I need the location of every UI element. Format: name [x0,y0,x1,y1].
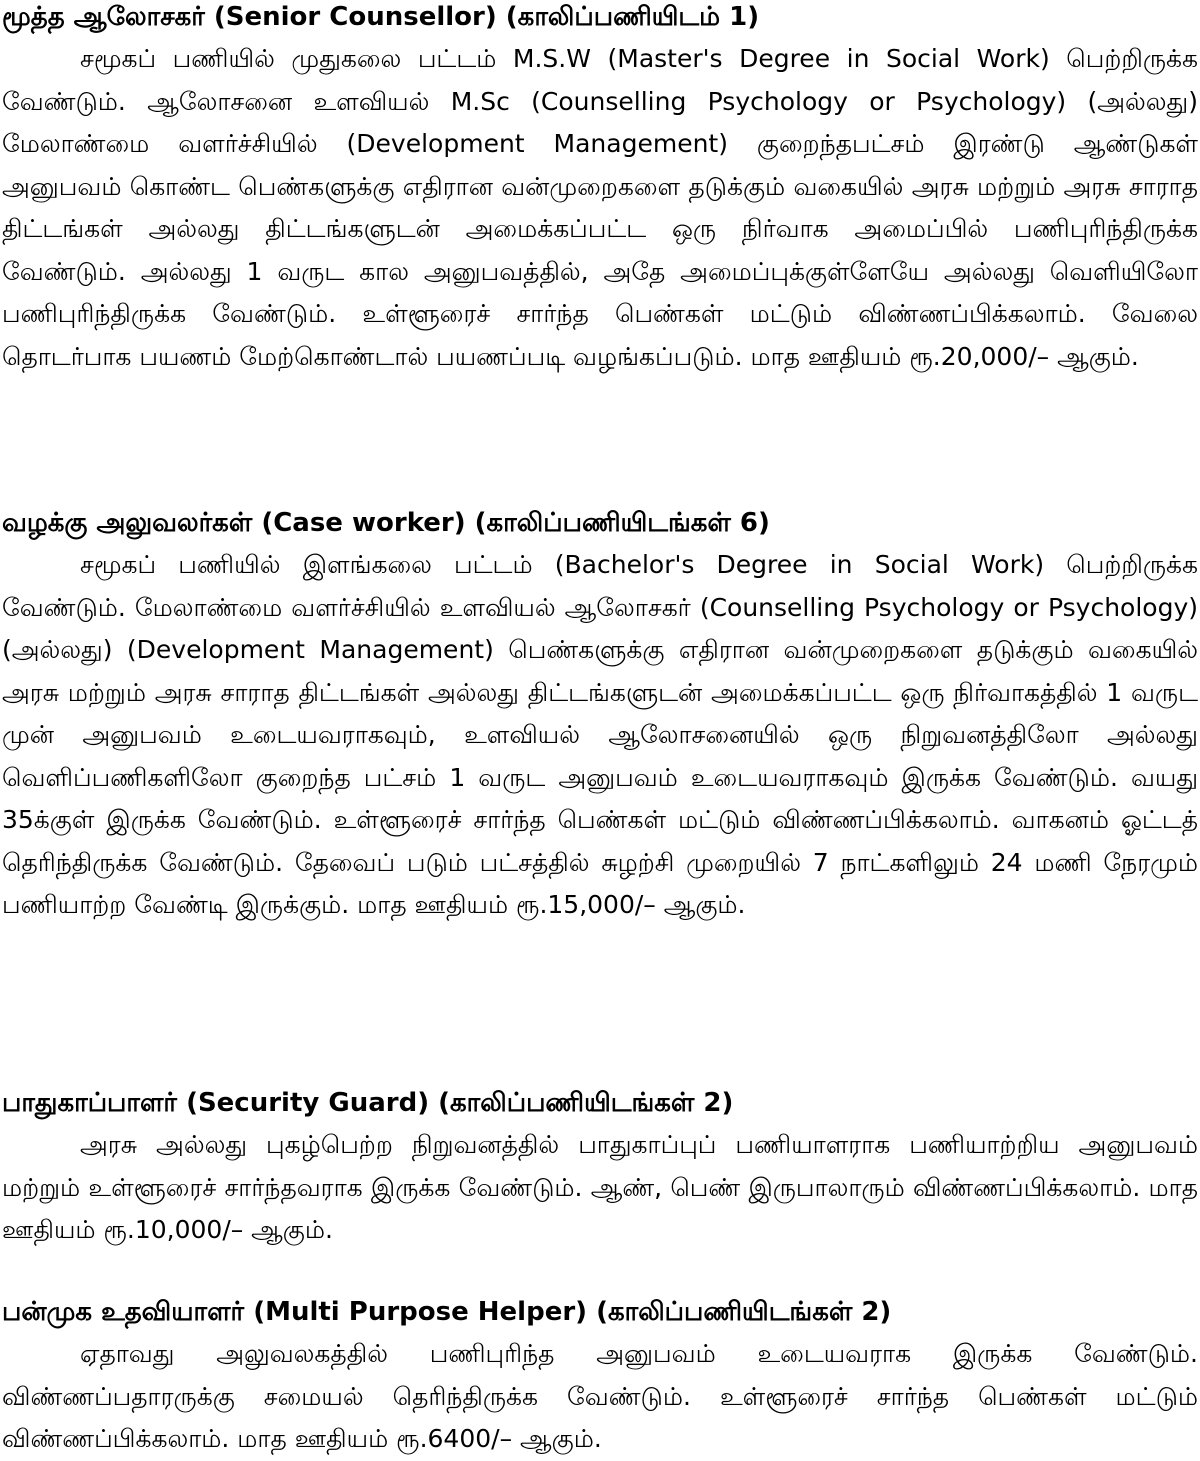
section-heading: வழக்கு அலுவலர்கள் (Case worker) (காலிப்பணியிடங்கள் 6) [2,508,770,538]
section-body: சமூகப் பணியில் முதுகலை பட்டம் M.S.W (Master's Degree in Social Work) பெற்றிருக்க வேண்டும். ஆலோசனை உளவியல் M.Sc (Counselling Psychology or Psychology) (அல்லது) மேலாண்மை வளர்ச்சியில் (Development Management) குறைந்தபட்சம் இரண்டு ஆண்டுகள் அனுபவம் கொண்ட பெண்களுக்கு எதிரான வன்முறைகளை தடுக்கும் வகையில் அரசு மற்றும் அரசு சாராத திட்டங்கள் அல்லது திட்டங்களுடன் அமைக்கப்பட்ட ஒரு நிர்வாக அமைப்பில் பணிபுரிந்திருக்க வேண்டும். அல்லது 1 வருட கால அனுபவத்தில், அதே அமைப்புக்குள்ளேயே அல்லது வெளியிலோ பணிபுரிந்திருக்க வேண்டும். உள்ளூரைச் சார்ந்த பெண்கள் மட்டும் விண்ணப்பிக்கலாம். வேலை தொடர்பாக பயணம் மேற்கொண்டால் பயணப்படி வழங்கப்படும். மாத ஊதியம் ரூ.20,000/– ஆகும். [2,44,1198,371]
section-case-worker [2,502,1198,927]
section-body: சமூகப் பணியில் இளங்கலை பட்டம் (Bachelor's Degree in Social Work) பெற்றிருக்க வேண்டும். மேலாண்மை வளர்ச்சியில் உளவியல் ஆலோசகர் (Counselling Psychology or Psychology) (அல்லது) (Development Management) பெண்களுக்கு எதிரான வன்முறைகளை தடுக்கும் வகையில் அரசு மற்றும் அரசு சாராத திட்டங்கள் அல்லது திட்டங்களுடன் அமைக்கப்பட்ட ஒரு நிர்வாகத்தில் 1 வருட முன் அனுபவம் உடையவராகவும், உளவியல் ஆலோசனையில் ஒரு நிறுவனத்திலோ அல்லது வெளிப்பணிகளிலோ குறைந்த பட்சம் 1 வருட அனுபவம் உடையவராகவும் இருக்க வேண்டும். வயது 35க்குள் இருக்க வேண்டும். உள்ளூரைச் சார்ந்த பெண்கள் மட்டும் விண்ணப்பிக்கலாம். வாகனம் ஓட்டத் தெரிந்திருக்க வேண்டும். தேவைப் படும் பட்சத்தில் சுழற்சி முறையில் 7 நாட்களிலும் 24 மணி நேரமும் பணியாற்ற வேண்டி இருக்கும். மாத ஊதியம் ரூ.15,000/– ஆகும். [2,550,1198,919]
section-senior-counsellor [2,0,1198,378]
section-security-guard [2,1082,1198,1252]
section-body: அரசு அல்லது புகழ்பெற்ற நிறுவனத்தில் பாதுகாப்புப் பணியாளராக பணியாற்றிய அனுபவம் மற்றும் உள்ளூரைச் சார்ந்தவராக இருக்க வேண்டும். ஆண், பெண் இருபாலாரும் விண்ணப்பிக்கலாம். மாத ஊதியம் ரூ.10,000/– ஆகும். [2,1130,1198,1244]
section-multi-purpose-helper [2,1291,1198,1461]
section-heading: பாதுகாப்பாளர் (Security Guard) (காலிப்பணியிடங்கள் 2) [2,1088,734,1118]
section-heading: பன்முக உதவியாளர் (Multi Purpose Helper) (காலிப்பணியிடங்கள் 2) [2,1297,892,1327]
section-heading: மூத்த ஆலோசகர் (Senior Counsellor) (காலிப்பணியிடம் 1) [2,2,760,32]
section-body: ஏதாவது அலுவலகத்தில் பணிபுரிந்த அனுபவம் உடையவராக இருக்க வேண்டும். விண்ணப்பதாரருக்கு சமையல் தெரிந்திருக்க வேண்டும். உள்ளூரைச் சார்ந்த பெண்கள் மட்டும் விண்ணப்பிக்கலாம். மாத ஊதியம் ரூ.6400/– ஆகும். [2,1339,1198,1453]
